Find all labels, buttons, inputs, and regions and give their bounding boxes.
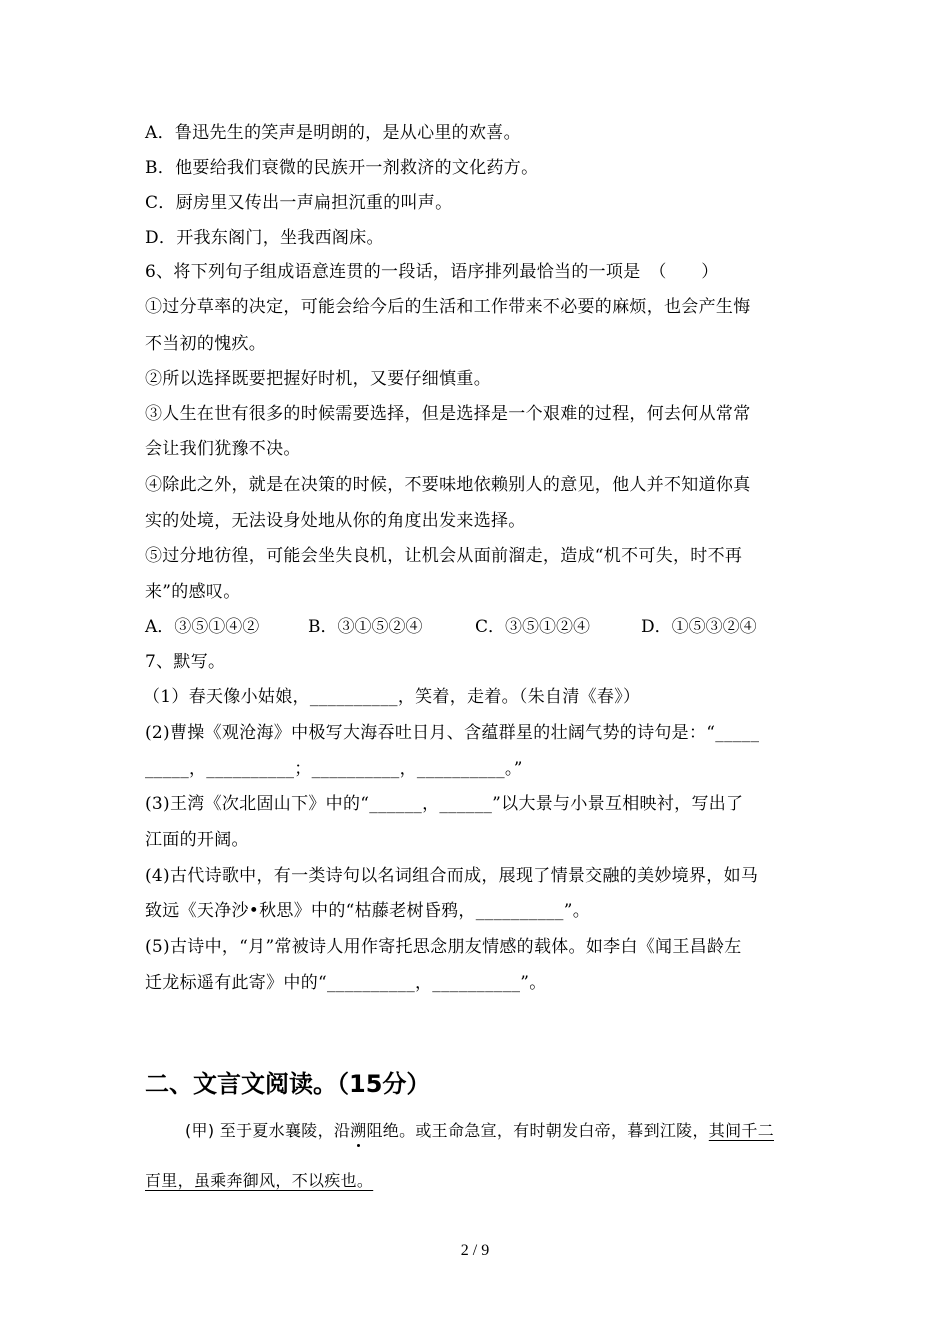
underlined-text: 百里，虽乘奔御风，不以疾也。 bbox=[145, 1171, 374, 1190]
passage-text: (甲) 至于夏水襄陵，沿 bbox=[185, 1121, 351, 1140]
q7-item-2a: (2)曹操《观沧海》中极写大海吞吐日月、含蕴群星的壮阔气势的诗句是：“_____ bbox=[145, 723, 760, 743]
q5-option-d: D．开我东阁门，坐我西阁床。 bbox=[145, 228, 384, 248]
q6-sentence-3a: ③人生在世有很多的时候需要选择，但是选择是一个艰难的过程，何去何从常常 bbox=[145, 404, 751, 424]
classical-passage-line-2 bbox=[145, 1170, 373, 1192]
classical-passage-line-1 bbox=[185, 1120, 774, 1142]
q7-item-5b: 迁龙标遥有此寄》中的“__________，__________”。 bbox=[145, 973, 547, 993]
q6-options bbox=[145, 616, 757, 638]
q7-item-3a: (3)王湾《次北固山下》中的“______，______”以大景与小景互相映衬，写出了 bbox=[145, 794, 744, 814]
q6-sentence-5a: ⑤过分地彷徨，可能会坐失良机，让机会从面前溜走，造成“机不可失，时不再 bbox=[145, 546, 743, 566]
q6-sentence-2: ②所以选择既要把握好时机，又要仔细慎重。 bbox=[145, 369, 491, 389]
underlined-text: 其间千二 bbox=[708, 1121, 774, 1140]
q5-option-c: C．厨房里又传出一声扁担沉重的叫声。 bbox=[145, 193, 453, 213]
page-number: 2 / 9 bbox=[460, 1242, 490, 1259]
q6-option-d: D．①⑤③②④ bbox=[641, 617, 757, 637]
q7-item-4a: (4)古代诗歌中，有一类诗句以名词组合而成，展现了情景交融的美妙境界，如马 bbox=[145, 866, 759, 886]
emphasis-dot-char: 溯 bbox=[350, 1121, 367, 1140]
q6-sentence-3b: 会让我们犹豫不决。 bbox=[145, 439, 301, 459]
q6-sentence-5b: 来”的感叹。 bbox=[145, 582, 241, 602]
q5-option-a: A．鲁迅先生的笑声是明朗的，是从心里的欢喜。 bbox=[145, 123, 521, 143]
q6-option-c: C．③⑤①②④ bbox=[475, 617, 591, 637]
q7-item-4b: 致远《天净沙•秋思》中的“枯藤老树昏鸦，__________”。 bbox=[145, 901, 591, 921]
passage-text: 阻绝。或王命急宣，有时朝发白帝，暮到江陵， bbox=[366, 1121, 709, 1140]
q6-option-b: B．③①⑤②④ bbox=[308, 617, 423, 637]
q5-option-b: B．他要给我们衰微的民族开一剂救济的文化药方。 bbox=[145, 158, 539, 178]
q7-item-1: （1）春天像小姑娘，__________，笑着，走着。（朱自清《春》） bbox=[143, 687, 641, 707]
q6-stem: 6、将下列句子组成语意连贯的一段话，语序排列最恰当的一项是 （ ） bbox=[145, 262, 719, 282]
q6-sentence-1a: ①过分草率的决定，可能会给今后的生活和工作带来不必要的麻烦，也会产生悔 bbox=[145, 297, 751, 317]
q7-stem: 7、默写。 bbox=[145, 652, 226, 672]
q7-item-5a: (5)古诗中，“月”常被诗人用作寄托思念朋友情感的载体。如李白《闻王昌龄左 bbox=[145, 937, 742, 957]
q7-item-2b: _____，__________；__________，__________。” bbox=[145, 759, 523, 779]
q6-sentence-4b: 实的处境，无法设身处地从你的角度出发来选择。 bbox=[145, 511, 526, 531]
section-heading: 二、文言文阅读。（15分） bbox=[145, 1070, 431, 1098]
q6-option-a: A．③⑤①④② bbox=[145, 617, 260, 637]
q6-sentence-1b: 不当初的愧疚。 bbox=[145, 334, 267, 354]
q7-item-3b: 江面的开阔。 bbox=[145, 830, 249, 850]
q6-sentence-4a: ④除此之外，就是在决策的时候，不要味地依赖别人的意见，他人并不知道你真 bbox=[145, 475, 751, 495]
